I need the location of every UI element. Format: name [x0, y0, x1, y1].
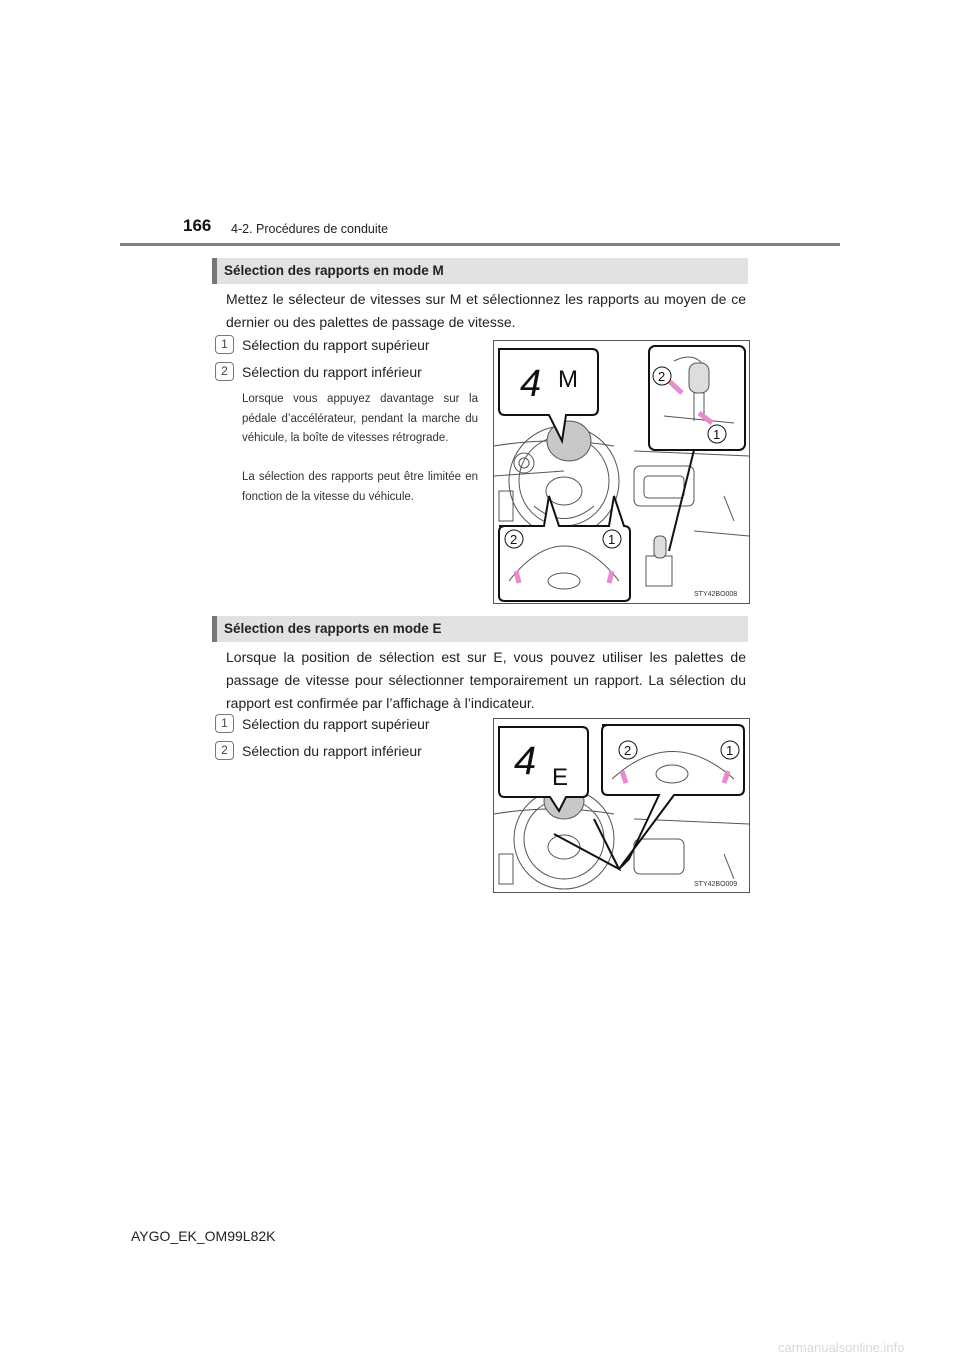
figure-mode-e	[493, 718, 750, 893]
section-e-intro: Lorsque la position de sélection est sur E, vous pouvez utiliser les palettes de passage de vitesse pour sélectionner temporairement un rapport. La sélection du rapport est confirmée par l’affichage à l’indicateur.	[226, 649, 746, 711]
item-label: Sélection du rapport supérieur	[242, 337, 430, 353]
item-number-badge: 1	[215, 335, 234, 354]
watermark: carmanualsonline.info	[778, 1340, 905, 1355]
item-label: Sélection du rapport supérieur	[242, 716, 430, 732]
gear-digit: 4	[514, 739, 537, 783]
section-m-intro: Mettez le sélecteur de vitesses sur M et sélectionnez les rapports au moyen de ce dernier ou des palettes de passage de vitesse.	[226, 291, 746, 330]
note-paragraph: La sélection des rapports peut être limitée en fonction de la vitesse du véhicule.	[242, 471, 478, 503]
figure-code: STY42BO008	[694, 591, 738, 598]
dashboard-illustration-e	[494, 719, 749, 892]
figure-code: STY42BO009	[694, 881, 738, 888]
item-number-badge: 2	[215, 362, 234, 381]
mode-letter: E	[552, 764, 569, 791]
callout-number: 2	[510, 532, 518, 547]
item-label: Sélection du rapport inférieur	[242, 743, 422, 759]
manual-code: AYGO_EK_OM99L82K	[131, 1228, 276, 1244]
section-title: Sélection des rapports en mode M	[224, 263, 444, 278]
callout-number: 1	[608, 532, 616, 547]
section-heading-mode-e	[212, 616, 748, 642]
header-divider	[120, 243, 840, 246]
section-heading-mode-m	[212, 258, 748, 284]
arrow-up-icon	[609, 571, 612, 583]
callout-number: 1	[726, 743, 734, 758]
gear-digit: 4	[520, 363, 542, 405]
note-paragraph: Lorsque vous appuyez davantage sur la pédale d’accélérateur, pendant la marche du véhicule, la boîte de vitesses rétrograde.	[242, 393, 478, 444]
page-number: 166	[183, 216, 212, 235]
mode-letter: M	[558, 366, 578, 393]
callout-number: 2	[658, 369, 666, 384]
chapter-title: 4-2. Procédures de conduite	[231, 222, 389, 236]
figure-mode-m	[493, 340, 750, 604]
section-marker	[212, 616, 217, 642]
callout-number: 1	[713, 427, 721, 442]
section-marker	[212, 258, 217, 284]
item-label: Sélection du rapport inférieur	[242, 364, 422, 380]
callout-number: 2	[624, 743, 632, 758]
item-number-badge: 2	[215, 741, 234, 760]
section-title: Sélection des rapports en mode E	[224, 621, 442, 636]
arrow-down-icon	[516, 571, 519, 583]
dashboard-illustration-m	[494, 341, 749, 603]
item-number-badge: 1	[215, 714, 234, 733]
